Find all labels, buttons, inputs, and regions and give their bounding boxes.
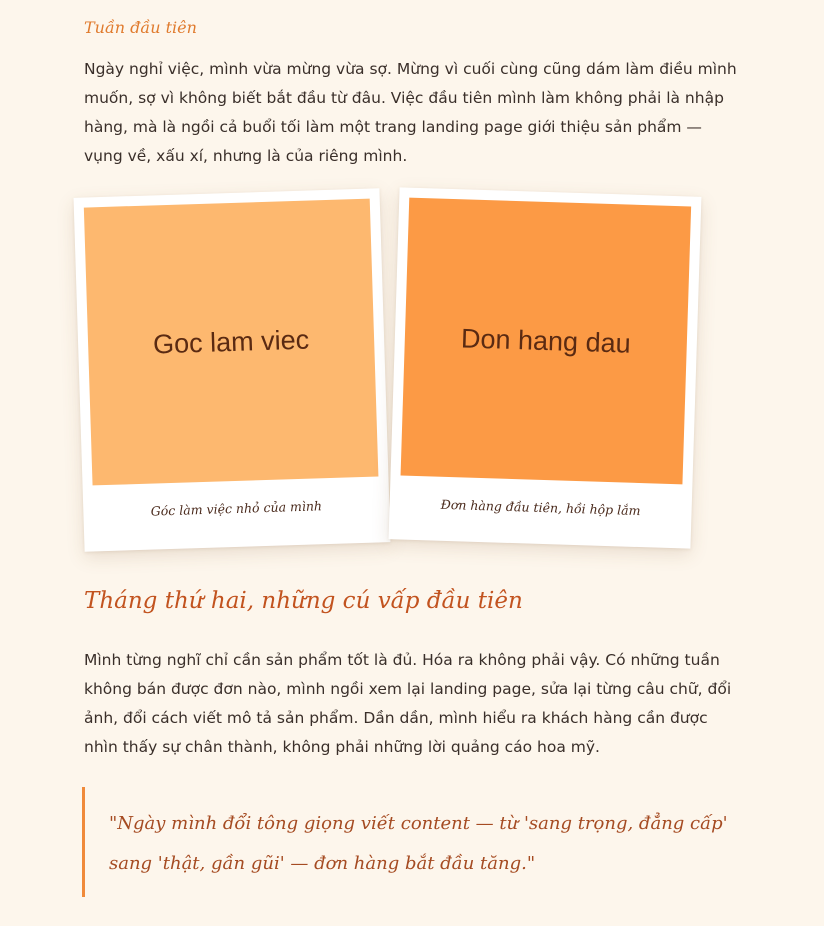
body-paragraph: Mình từng nghĩ chỉ cần sản phẩm tốt là đủ. Hóa ra không phải vậy. Có những tuần không bán được đơn nào, mình ngồi xem lại landing page, sửa lại từng câu chữ, đổi ảnh, đổi cách viết mô tả sản phẩm. Dần dần, mình hiểu ra khách hàng cần được nhìn thấy sự chân thành, không phải những lời quảng cáo hoa mỹ. (84, 651, 732, 756)
photo-title: Don hang dau (460, 322, 632, 359)
photo-caption: Góc làm việc nhỏ của mình (150, 498, 323, 519)
quote-text: "Ngày mình đổi tông giọng viết content — từ 'sang trọng, đẳng cấp' sang 'thật, gần gũi' — đơn hàng bắt đầu tăng." (109, 813, 728, 874)
photo-placeholder-first-order (401, 198, 692, 485)
photo-placeholder-workspace (84, 199, 379, 486)
photo-title: Goc lam viec (152, 324, 310, 359)
intro-paragraph: Ngày nghỉ việc, mình vừa mừng vừa sợ. Mừng vì cuối cùng cũng dám làm điều mình muốn, sợ vì không biết bắt đầu từ đâu. Việc đầu tiên mình làm không phải là nhập hàng, mà là ngồi cả buổi tối làm một trang landing page giới thiệu sản phẩm — vụng về, xấu xí, nhưng là của riêng mình. (84, 60, 737, 165)
week-label: Tuần đầu tiên (84, 18, 197, 37)
polaroid-workspace (74, 188, 391, 551)
pull-quote (82, 787, 742, 897)
section-heading: Tháng thứ hai, những cú vấp đầu tiên (84, 588, 523, 614)
polaroid-first-order (389, 187, 702, 548)
photo-caption: Đơn hàng đầu tiên, hồi hộp lắm (440, 496, 641, 519)
